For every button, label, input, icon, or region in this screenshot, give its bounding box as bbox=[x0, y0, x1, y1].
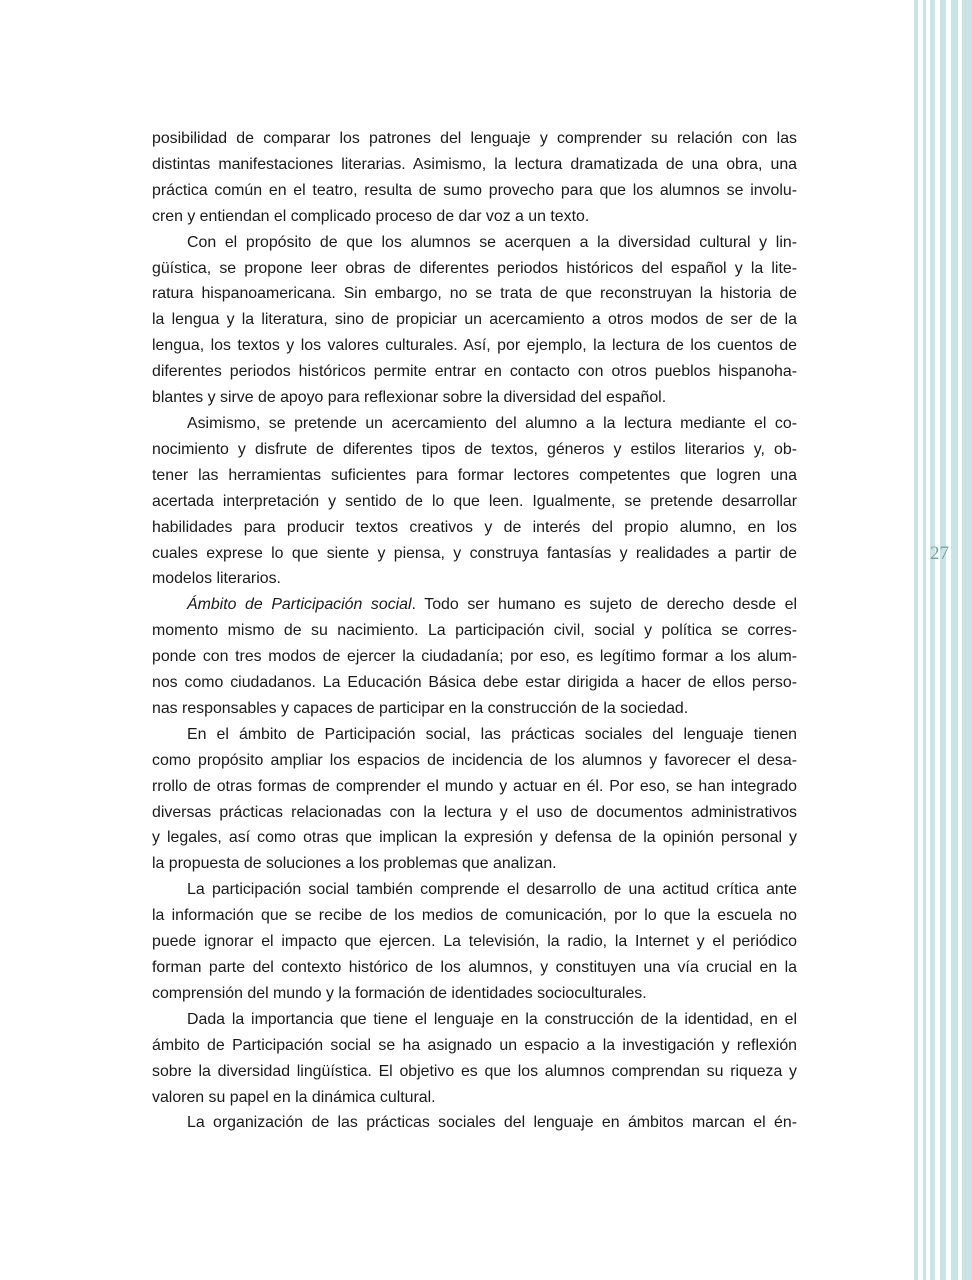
text-line: Asimismo, se pretende un acercamiento del alumno a la lectura mediante el co- bbox=[187, 414, 797, 432]
text-line: puede ignorar el impacto que ejercen. La televisión, la radio, la Internet y el periódico bbox=[152, 933, 797, 951]
text-line: comprensión del mundo y la formación de identidades socioculturales. bbox=[152, 984, 647, 1002]
text-line: diversas prácticas relacionadas con la lectura y el uso de documentos administrativos bbox=[152, 803, 797, 821]
text-line: acertada interpretación y sentido de lo que leen. Igualmente, se pretende desarrollar bbox=[152, 492, 797, 510]
text-line: güística, se propone leer obras de diferentes periodos históricos del español y la lite- bbox=[152, 259, 797, 277]
text-line: la información que se recibe de los medios de comunicación, por lo que la escuela no bbox=[152, 907, 797, 925]
text-line: valoren su papel en la dinámica cultural. bbox=[152, 1088, 436, 1106]
text-line: cren y entiendan el complicado proceso de dar voz a un texto. bbox=[152, 207, 590, 225]
body-text bbox=[152, 126, 797, 1136]
text-line: lengua, los textos y los valores culturales. Así, por ejemplo, la lectura de los cuentos de bbox=[152, 337, 797, 355]
text-line: nocimiento y disfrute de diferentes tipos de textos, géneros y estilos literarios y, ob- bbox=[152, 440, 797, 458]
text-line: La participación social también comprende el desarrollo de una actitud crítica ante bbox=[187, 881, 797, 899]
text-line: tener las herramientas suficientes para formar lectores competentes que logren una bbox=[152, 466, 797, 484]
text-line: práctica común en el teatro, resulta de sumo provecho para que los alumnos se involu- bbox=[152, 181, 797, 199]
text-line: nos como ciudadanos. La Educación Básica debe estar dirigida a hacer de ellos perso- bbox=[152, 674, 797, 692]
text-line: diferentes periodos históricos permite entrar en contacto con otros pueblos hispanoha- bbox=[152, 363, 797, 381]
text-line: ponde con tres modos de ejercer la ciudadanía; por eso, es legítimo formar a los alum- bbox=[152, 648, 797, 666]
text-line: cuales exprese lo que siente y piensa, y construya fantasías y realidades a partir de bbox=[152, 544, 797, 562]
text-line: y legales, así como otras que implican la expresión y defensa de la opinión personal y bbox=[152, 829, 797, 847]
text-line: Ámbito de Participación social. Todo ser humano es sujeto de derecho desde el bbox=[187, 596, 797, 614]
text-line: Dada la importancia que tiene el lenguaje en la construcción de la identidad, en el bbox=[187, 1010, 797, 1028]
text-line: ratura hispanoamericana. Sin embargo, no se trata de que reconstruyan la historia de bbox=[152, 285, 797, 303]
text-line: blantes y sirve de apoyo para reflexionar sobre la diversidad del español. bbox=[152, 389, 667, 407]
page-number: 27 bbox=[930, 543, 949, 564]
text-line: nas responsables y capaces de participar en la construcción de la sociedad. bbox=[152, 699, 689, 717]
text-line: ámbito de Participación social se ha asignado un espacio a la investigación y reflexión bbox=[152, 1036, 797, 1054]
section-heading: Ámbito de Participación social bbox=[187, 596, 412, 614]
text-line: sobre la diversidad lingüística. El objetivo es que los alumnos comprendan su riqueza y bbox=[152, 1062, 797, 1080]
text-line: habilidades para producir textos creativos y de interés del propio alumno, en los bbox=[152, 518, 797, 536]
text-line: En el ámbito de Participación social, las prácticas sociales del lenguaje tienen bbox=[187, 725, 797, 743]
text-line: posibilidad de comparar los patrones del lenguaje y comprender su relación con las bbox=[152, 130, 797, 147]
text-line: como propósito ampliar los espacios de incidencia de los alumnos y favorecer el desa- bbox=[152, 751, 797, 769]
text-line: modelos literarios. bbox=[152, 570, 281, 588]
text-line: la lengua y la literatura, sino de propiciar un acercamiento a otros modos de ser de la bbox=[152, 311, 797, 329]
text-line: Con el propósito de que los alumnos se acerquen a la diversidad cultural y lin- bbox=[187, 233, 797, 251]
text-line: momento mismo de su nacimiento. La participación civil, social y política se corres- bbox=[152, 622, 797, 640]
text-line: la propuesta de soluciones a los problemas que analizan. bbox=[152, 855, 557, 873]
text-line: rrollo de otras formas de comprender el mundo y actuar en él. Por eso, se han integrado bbox=[152, 777, 797, 795]
text-line: forman parte del contexto histórico de los alumnos, y constituyen una vía crucial en la bbox=[152, 959, 797, 976]
decorative-margin-stripes bbox=[914, 0, 972, 1280]
text-line: La organización de las prácticas sociales del lenguaje en ámbitos marcan el én- bbox=[187, 1114, 797, 1132]
text-line: distintas manifestaciones literarias. Asimismo, la lectura dramatizada de una obra, una bbox=[152, 155, 797, 173]
